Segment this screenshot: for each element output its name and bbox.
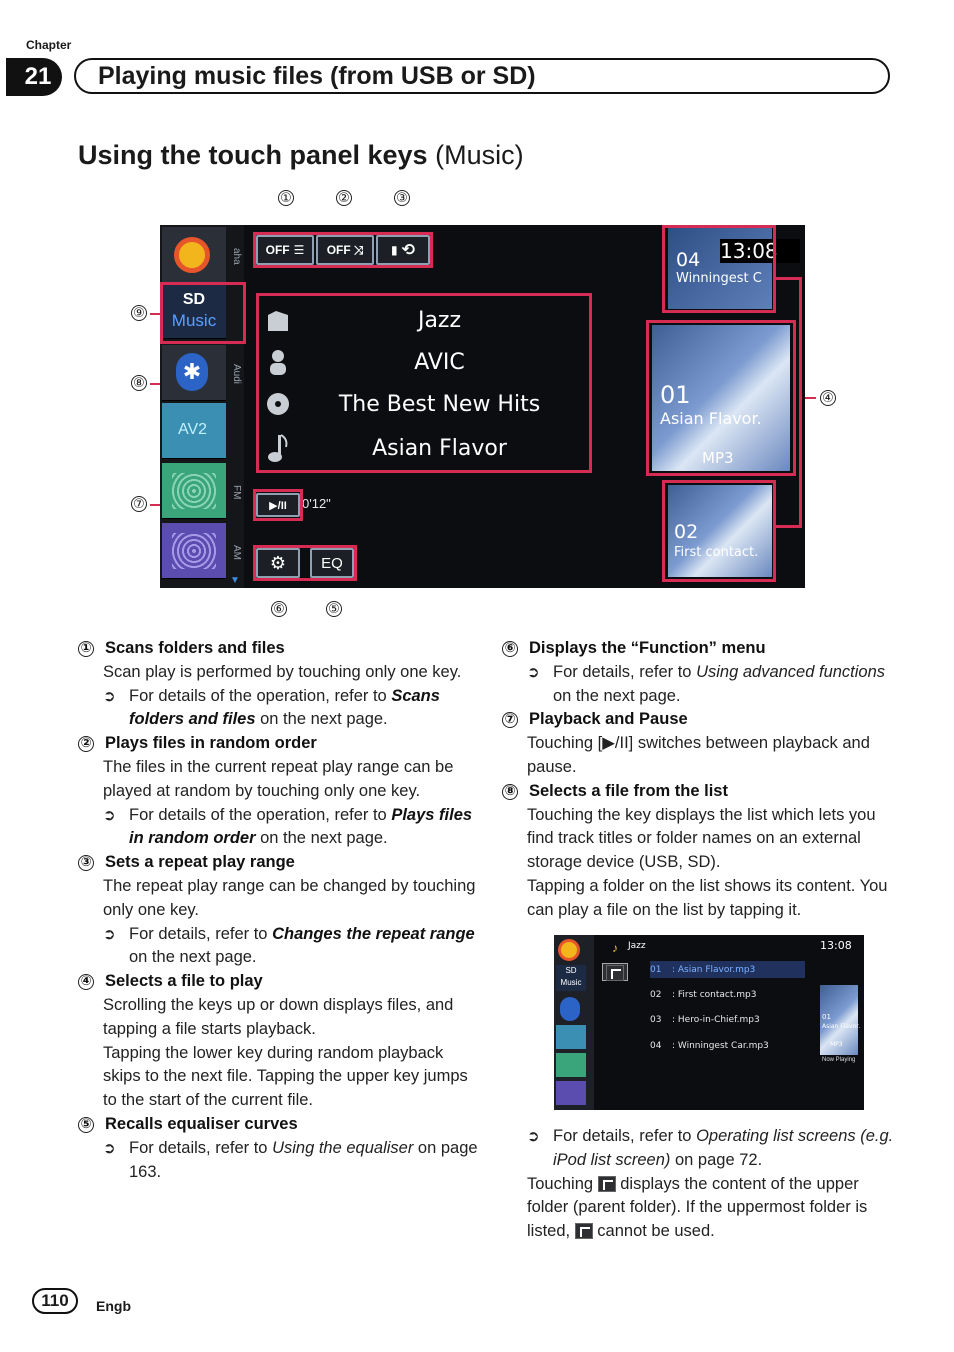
arrow-icon: ➲ bbox=[103, 806, 116, 824]
chapter-label: Chapter bbox=[26, 38, 72, 52]
am-icon bbox=[556, 1081, 586, 1105]
play-pause-button[interactable]: ▶/II bbox=[256, 493, 300, 517]
list-row-song[interactable]: Asian Flavor bbox=[264, 427, 589, 469]
item-2-heading: ② Plays files in random order bbox=[78, 732, 478, 756]
item-5-heading: ⑤ Recalls equaliser curves bbox=[78, 1113, 478, 1137]
list-row-folder[interactable]: Jazz bbox=[264, 299, 589, 341]
scroll-down-icon[interactable]: ▼ bbox=[230, 575, 240, 586]
repeat-icon: ⟲ bbox=[401, 242, 415, 259]
cover-lower-highlight bbox=[662, 480, 776, 582]
callout-5: ⑤ bbox=[326, 601, 342, 617]
bracket-vertical bbox=[799, 277, 802, 527]
elapsed-time: 0'12" bbox=[302, 496, 331, 511]
cover-upper[interactable]: 04 Winningest C bbox=[668, 227, 772, 309]
top-buttons-highlight bbox=[253, 232, 433, 268]
parent-folder-icon bbox=[606, 965, 624, 981]
scan-button[interactable]: OFF ☰ bbox=[256, 235, 314, 265]
item-8-heading: ⑧ Selects a file from the list bbox=[502, 780, 892, 804]
music-screen bbox=[160, 225, 805, 588]
item-1-heading: ① Scans folders and files bbox=[78, 637, 478, 661]
item-8-text: Touching the key displays the list which lets you find track titles or folder names on an external storage device (USB, SD). bbox=[527, 805, 876, 872]
callout-9: ⑨ bbox=[131, 305, 147, 321]
arrow-icon: ➲ bbox=[103, 687, 116, 705]
cover-current-highlight bbox=[646, 320, 796, 476]
source-sidebar bbox=[160, 225, 244, 588]
callout-2: ② bbox=[336, 190, 352, 206]
sidebar-item-bluetooth-audio[interactable] bbox=[162, 345, 226, 401]
callout-1: ① bbox=[278, 190, 294, 206]
sidebar-label-audio: Audi bbox=[231, 363, 242, 384]
sidebar-item-am[interactable] bbox=[162, 523, 226, 579]
small-list-row[interactable]: 01 : Asian Flavor.mp3 bbox=[650, 961, 805, 978]
random-button[interactable]: OFF ⤨ bbox=[316, 235, 374, 265]
av2-label: AV2 bbox=[178, 421, 208, 438]
right-column bbox=[502, 637, 892, 923]
small-cover[interactable]: 01 Asian Flavor. MP3 bbox=[820, 985, 858, 1055]
item-6-ref: ➲ For details, refer to Using advanced functions on the next page. bbox=[502, 661, 892, 709]
language-label: Engb bbox=[96, 1298, 131, 1314]
item-1-text: Scan play is performed by touching only one key. bbox=[103, 662, 462, 681]
sd-music-highlight bbox=[160, 282, 246, 344]
list-screen-ref: ➲ For details, refer to Operating list screens (e.g. iPod list screen) on page 72. bbox=[527, 1125, 897, 1173]
sidebar-item-av2[interactable] bbox=[162, 403, 226, 459]
ref-link-random[interactable]: Plays files in random order bbox=[129, 805, 473, 848]
now-playing-label: Now Playing bbox=[822, 1057, 856, 1063]
sidebar-item-aha[interactable] bbox=[162, 227, 226, 283]
sd-music-icon: SD Music bbox=[556, 965, 586, 991]
callout-4: ④ bbox=[820, 390, 836, 406]
item-3-heading: ③ Sets a repeat play range bbox=[78, 851, 478, 875]
item-2-text: The files in the current repeat play range can be played at random by touching only one key. bbox=[103, 757, 454, 800]
ref-link-repeat[interactable]: Changes the repeat range bbox=[272, 924, 475, 943]
folder-repeat-icon: ▮ bbox=[390, 243, 398, 257]
section-title: Using the touch panel keys (Music) bbox=[78, 140, 524, 170]
aha-app-icon bbox=[558, 939, 580, 961]
music-note-icon: ♪ bbox=[612, 941, 618, 955]
small-folder-name: Jazz bbox=[628, 941, 646, 951]
ref-link-scans[interactable]: Scans folders and files bbox=[129, 686, 440, 729]
item-3-ref: ➲ For details, refer to Changes the repeat range on the next page. bbox=[78, 923, 478, 971]
parent-folder-icon bbox=[575, 1223, 593, 1239]
item-7-text: Touching [▶/II] switches between playback and pause. bbox=[527, 734, 870, 776]
list-row-album[interactable]: The Best New Hits bbox=[264, 383, 589, 425]
item-4-text-2: Tapping the lower key during random playback skips to the next file. Tapping the upper key jumps to the start of the current file. bbox=[103, 1043, 468, 1110]
item-8-text-2: Tapping a folder on the list shows its content. You can play a file on the list by tapping it. bbox=[527, 876, 888, 919]
small-clock: 13:08 bbox=[820, 939, 852, 952]
item-4-heading: ④ Selects a file to play bbox=[78, 970, 478, 994]
chapter-title: Playing music files (from USB or SD) bbox=[98, 61, 536, 90]
arrow-icon: ➲ bbox=[103, 925, 116, 943]
am-radio-icon bbox=[172, 533, 216, 569]
arrow-icon: ➲ bbox=[103, 1139, 116, 1157]
cover-upper-highlight bbox=[662, 225, 776, 313]
item-5-ref: ➲ For details, refer to Using the equaliser on page 163. bbox=[78, 1137, 478, 1185]
list-screen-screenshot bbox=[554, 935, 864, 1110]
small-sidebar bbox=[554, 935, 594, 1110]
page-number: 110 bbox=[32, 1288, 78, 1314]
folder-icon bbox=[266, 305, 290, 335]
callout-6: ⑥ bbox=[271, 601, 287, 617]
cover-current[interactable]: 01 Asian Flavor. MP3 bbox=[652, 325, 790, 471]
sidebar-label-aha: aha bbox=[231, 247, 242, 265]
list-row-artist[interactable]: AVIC bbox=[264, 341, 589, 383]
item-7-heading: ⑦ Playback and Pause bbox=[502, 708, 892, 732]
album-icon bbox=[266, 389, 290, 419]
arrow-icon: ➲ bbox=[527, 1128, 540, 1145]
ref-link-equaliser[interactable]: Using the equaliser bbox=[272, 1138, 414, 1157]
fm-icon bbox=[556, 1053, 586, 1077]
play-pause-highlight bbox=[253, 489, 303, 521]
callout-7: ⑦ bbox=[131, 496, 147, 512]
music-note-icon bbox=[266, 433, 290, 463]
artist-icon bbox=[266, 347, 290, 377]
list-icon: ☰ bbox=[293, 243, 305, 257]
chapter-title-bar bbox=[74, 58, 890, 94]
bluetooth-icon: ✱ bbox=[176, 353, 208, 391]
aha-app-icon bbox=[174, 237, 210, 273]
cover-lower[interactable]: 02 First contact. bbox=[668, 485, 772, 577]
item-2-ref: ➲ For details of the operation, refer to Plays files in random order on the next page. bbox=[78, 804, 478, 852]
sd-label: SD bbox=[182, 291, 206, 308]
small-list-row[interactable]: 04 : Winningest Car.mp3 bbox=[650, 1040, 769, 1051]
callout-8: ⑧ bbox=[131, 375, 147, 391]
sidebar-label-fm: FM bbox=[231, 484, 242, 500]
fm-radio-icon bbox=[172, 473, 216, 509]
music-label: Music bbox=[171, 311, 217, 330]
ref-link-advanced[interactable]: Using advanced functions bbox=[696, 662, 886, 681]
ref-link-list-screens[interactable]: Operating list screens (e.g. iPod list screen) bbox=[553, 1127, 894, 1169]
item-3-text: The repeat play range can be changed by touching only one key. bbox=[103, 876, 476, 919]
sidebar-item-fm[interactable] bbox=[162, 463, 226, 519]
item-6-heading: ⑥ Displays the “Function” menu bbox=[502, 637, 892, 661]
chapter-number: 21 bbox=[6, 58, 62, 96]
bluetooth-icon bbox=[560, 997, 580, 1021]
left-column bbox=[78, 637, 478, 1184]
bracket-bottom bbox=[776, 525, 802, 528]
settings-eq-highlight bbox=[253, 545, 357, 581]
settings-icon: ⚙ bbox=[269, 552, 287, 573]
item-1-ref: ➲ For details of the operation, refer to Scans folders and files on the next page. bbox=[78, 685, 478, 733]
shuffle-icon: ⤨ bbox=[353, 242, 364, 257]
callout-3: ③ bbox=[394, 190, 410, 206]
small-list-row[interactable]: 02 : First contact.mp3 bbox=[650, 989, 757, 1000]
parent-folder-icon bbox=[598, 1176, 616, 1192]
av2-icon bbox=[556, 1025, 586, 1049]
parent-folder-description: Touching displays the content of the upper folder (parent folder). If the uppermost folder is listed, cannot be used. bbox=[527, 1174, 868, 1241]
arrow-icon: ➲ bbox=[527, 663, 540, 681]
item-4-text: Scrolling the keys up or down displays files, and tapping a file starts playback. bbox=[103, 995, 454, 1038]
parent-folder-button[interactable] bbox=[602, 963, 628, 981]
small-list-row[interactable]: 03 : Hero-in-Chief.mp3 bbox=[650, 1014, 760, 1025]
eq-button[interactable]: EQ bbox=[310, 548, 354, 578]
sidebar-label-am: AM bbox=[231, 544, 242, 560]
clock: 13:08 bbox=[720, 239, 800, 263]
bottom-right-text bbox=[527, 1125, 897, 1244]
